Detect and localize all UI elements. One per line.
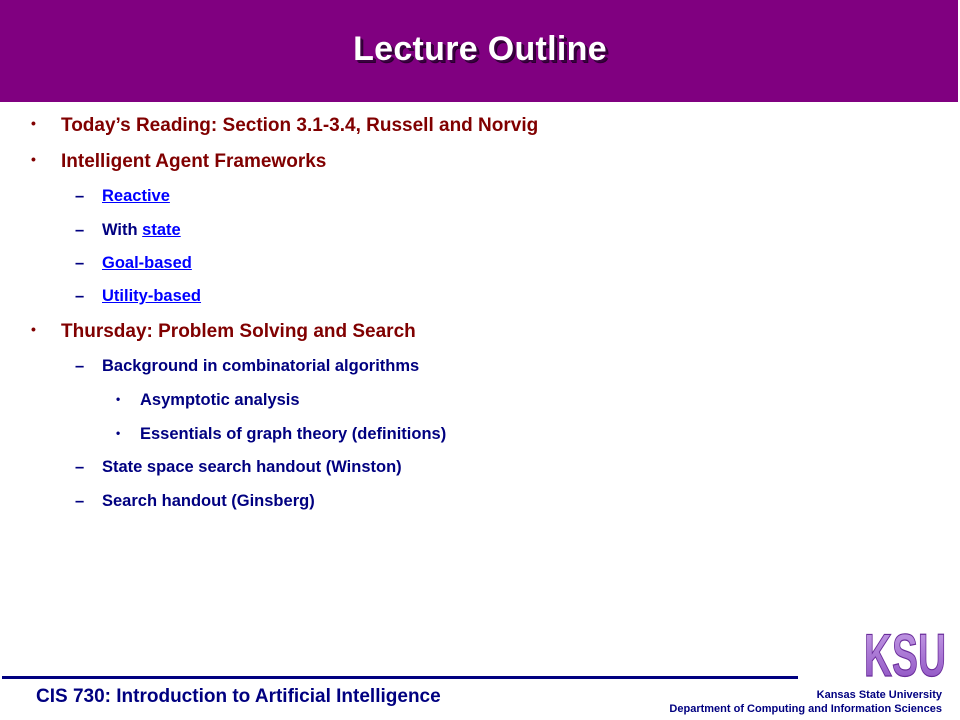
dash-icon: –	[75, 221, 85, 239]
university-name: Kansas State University	[816, 689, 942, 701]
dash-icon: –	[75, 287, 85, 305]
framework-item-state	[75, 221, 181, 240]
ginsberg-handout-text: Search handout (Ginsberg)	[102, 492, 315, 510]
frameworks-text: Intelligent Agent Frameworks	[61, 151, 327, 172]
ksu-logo-text: KSU	[864, 622, 946, 682]
dash-icon: –	[75, 187, 85, 205]
outline-item-frameworks	[31, 151, 326, 173]
bullet-icon: •	[31, 151, 36, 167]
ksu-logo	[862, 620, 948, 682]
bullet-icon: •	[31, 115, 36, 131]
background-item	[75, 357, 419, 376]
framework-item-utility	[75, 287, 201, 306]
bullet-icon: •	[31, 321, 36, 337]
utility-based-link[interactable]: Utility-based	[102, 287, 202, 305]
state-prefix: With	[102, 221, 143, 239]
background-text: Background in combinatorial algorithms	[102, 357, 420, 375]
asymptotic-item	[116, 391, 300, 410]
outline-item-reading	[31, 115, 538, 137]
state-link[interactable]: state	[142, 221, 181, 239]
department-name: Department of Computing and Information Sciences	[669, 703, 942, 715]
asymptotic-text: Asymptotic analysis	[140, 391, 300, 409]
framework-item-goal	[75, 254, 192, 273]
graph-theory-item	[116, 425, 446, 444]
bullet-icon: •	[116, 392, 121, 406]
dash-icon: –	[75, 254, 85, 272]
outline-item-thursday	[31, 321, 416, 343]
thursday-text: Thursday: Problem Solving and Search	[61, 321, 416, 342]
footer-divider	[2, 676, 798, 679]
institution-block	[669, 688, 942, 716]
graph-theory-text: Essentials of graph theory (definitions)	[140, 425, 447, 443]
reactive-link[interactable]: Reactive	[102, 187, 170, 205]
winston-handout-item	[75, 458, 402, 477]
dash-icon: –	[75, 357, 85, 375]
bullet-icon: •	[116, 426, 121, 440]
dash-icon: –	[75, 458, 85, 476]
winston-handout-text: State space search handout (Winston)	[102, 458, 402, 476]
slide-title: Lecture Outline	[353, 30, 607, 68]
course-title: CIS 730: Introduction to Artificial Intelligence	[36, 686, 441, 707]
ginsberg-handout-item	[75, 492, 315, 511]
goal-based-link[interactable]: Goal-based	[102, 254, 192, 272]
dash-icon: –	[75, 492, 85, 510]
framework-item-reactive	[75, 187, 170, 206]
reading-text: Today’s Reading: Section 3.1-3.4, Russell and Norvig	[61, 115, 539, 136]
